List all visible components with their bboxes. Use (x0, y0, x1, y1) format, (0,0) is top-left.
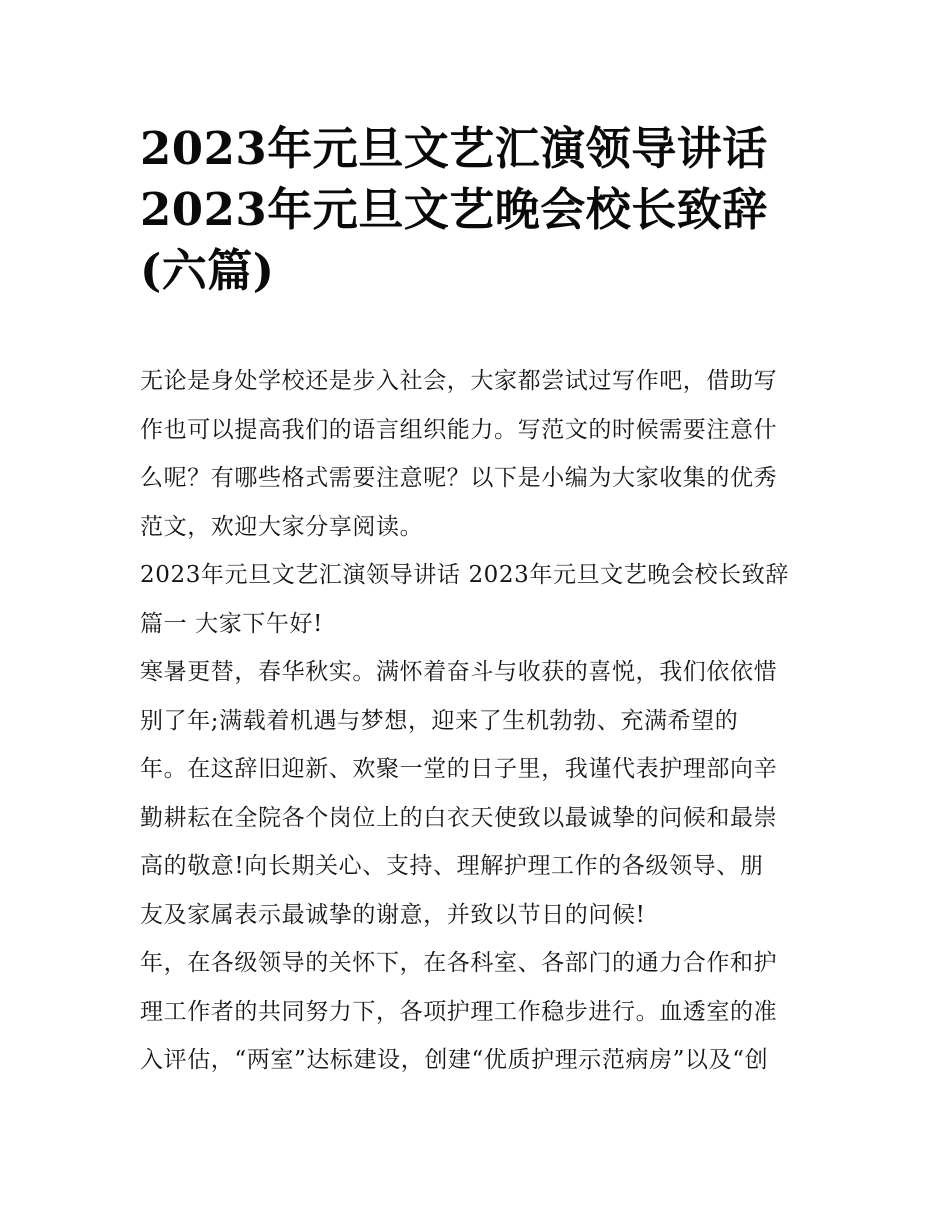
body-line: 友及家属表示最诚挚的谢意，并致以节日的问候! (140, 901, 646, 928)
body-line: 年。在这辞旧迎新、欢聚一堂的日子里，我谨代表护理部向辛 (140, 756, 778, 782)
body-line: 入评估，“两室”达标建设，创建“优质护理示范病房”以及“创 (140, 1047, 769, 1073)
section-heading-line: 2023年元旦文艺汇演领导讲话 2023年元旦文艺晚会校长致辞 (140, 562, 789, 588)
body-line: 寒暑更替，春华秋实。满怀着奋斗与收获的喜悦，我们依依惜 (140, 659, 778, 685)
document-title (140, 118, 820, 301)
body-line: 理工作者的共同努力下，各项护理工作稳步进行。血透室的准 (140, 998, 778, 1025)
body-line: 无论是身处学校还是步入社会，大家都尝试过写作吧，借助写 (140, 368, 778, 394)
body-line: 别了年;满载着机遇与梦想，迎来了生机勃勃、充满希望的 (140, 707, 739, 734)
title-line: 2023年元旦文艺晚会校长致辞 (140, 183, 768, 236)
body-line: 勤耕耘在全院各个岗位上的白衣天使致以最诚挚的问候和最崇 (140, 804, 778, 831)
title-line: 2023年元旦文艺汇演领导讲话 (140, 122, 768, 175)
body-line: 年，在各级领导的关怀下，在各科室、各部门的通力合作和护 (140, 950, 778, 976)
document-body (140, 357, 830, 1085)
title-line: (六篇) (140, 244, 275, 297)
body-line: 范文，欢迎大家分享阅读。 (140, 513, 424, 540)
body-line: 作也可以提高我们的语言组织能力。写范文的时候需要注意什 (140, 416, 778, 443)
body-line: 高的敬意!向长期关心、支持、理解护理工作的各级领导、朋 (140, 853, 764, 879)
body-line: 么呢？有哪些格式需要注意呢？以下是小编为大家收集的优秀 (140, 465, 778, 491)
section-heading-line: 篇一 大家下午好! (140, 610, 323, 637)
